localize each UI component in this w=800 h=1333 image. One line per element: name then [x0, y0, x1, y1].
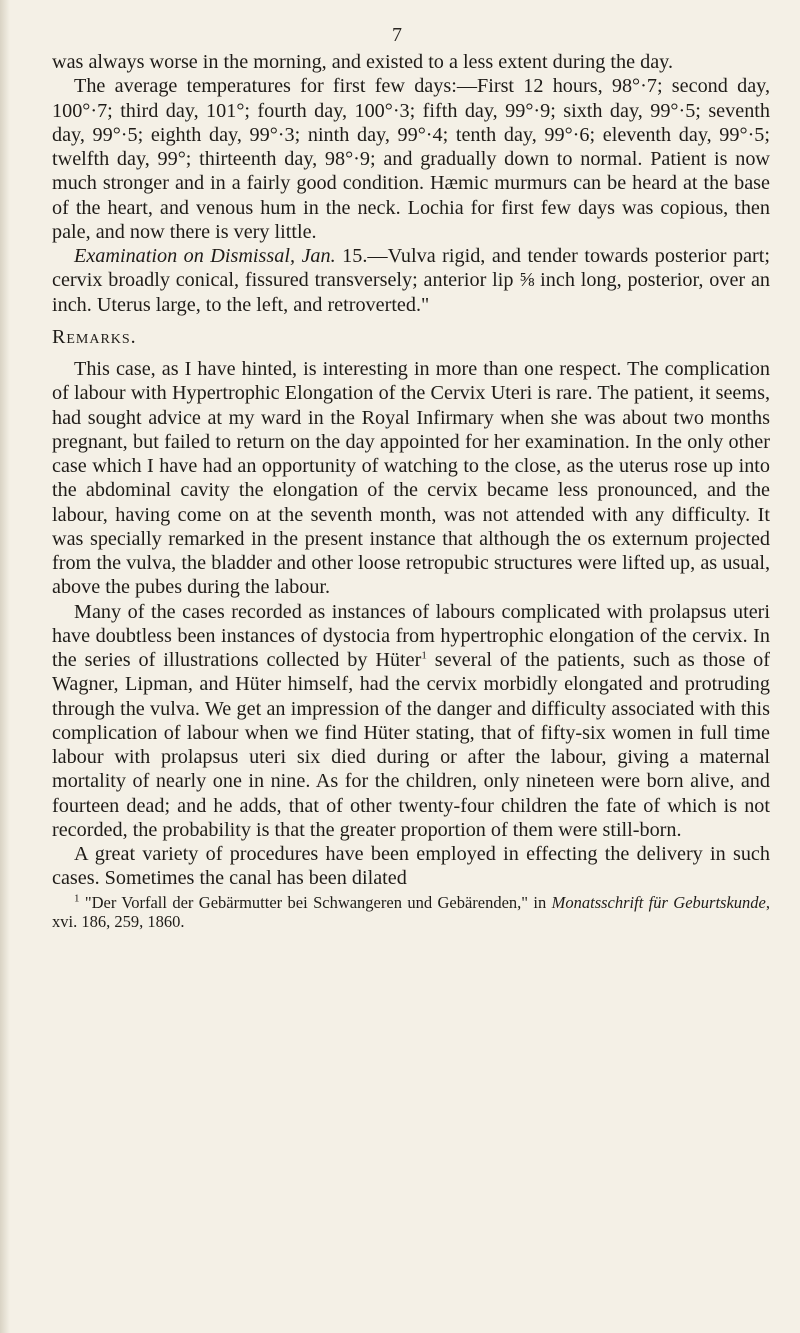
examination-label: Examination on Dismissal, Jan. [74, 245, 336, 267]
paragraph-temperatures: The average temperatures for first few days:—First 12 hours, 98°·7; second day, 100°·7; third day, 101°; fourth day, 100°·3; fifth day, 99°·9; sixth day, 99°·5; seventh day, 99°·5; eighth day, 99°·3; ninth day, 99°·4; tenth day, 99°·6; eleventh day, 99°·5; twelfth day, 99°; thirteenth day, 98°·9; and gradually down to normal. Patient is now much stronger and in a fairly good condition. Hæmic murmurs can be heard at the base of the heart, and venous hum in the neck. Lochia for first few days was copious, then pale, and now there is very little. [52, 75, 770, 243]
remarks-2-part-a: Many of the cases recorded as instances of labours complicated with prolapsus uteri have doubtless been instances of dystocia from hypertrophic elongation of the cervix. In the series of illustrations collected by Hüter [52, 600, 770, 671]
footnote-mark: 1 [74, 892, 80, 904]
remarks-2-part-b: several of the patients, such as those of Wagner, Lipman, and Hüter himself, had the cervix morbidly elongated and protruding through the vulva. We get an impression of the danger and difficulty associated with this complication of labour when we find Hüter stating, that of fifty-six women in full time labour with prolapsus uteri six died during or after the labour, giving a maternal mortality of nearly one in nine. As for the children, only nineteen were born alive, and fourteen dead; and he adds, that of other twenty-four children the fate of which is not recorded, the probability is that the greater proportion of them were still-born. [52, 649, 770, 841]
examination-text: 15.—Vulva rigid, and tender towards posterior part; cervix broadly conical, fissured transversely; anterior lip ⅝ inch long, posterior, over an inch. Uterus large, to the left, and retroverted." [52, 245, 770, 316]
paragraph-remarks-2 [52, 600, 770, 843]
footnote-text-a: "Der Vorfall der Gebärmutter bei Schwangeren und Gebärenden," in [79, 892, 552, 912]
binding-gutter [0, 0, 10, 1333]
paragraph-examination [52, 244, 770, 317]
paragraph-continuation: was always worse in the morning, and existed to a less extent during the day. [52, 51, 673, 73]
paragraph-remarks-3: A great variety of procedures have been employed in effecting the delivery in such cases. Sometimes the canal has been dilated [52, 843, 770, 890]
footnote-journal: Monatsschrift für Geburtskunde [551, 892, 766, 912]
paragraph-remarks-1: This case, as I have hinted, is interesting in more than one respect. The complication of labour with Hypertrophic Elongation of the Cervix Uteri is rare. The patient, it seems, had sought advice at my ward in the Royal Infirmary when she was about two months pregnant, but failed to return on the day appointed for her examination. In the only other case which I have had an opportunity of watching to the close, as the uterus rose up into the abdominal cavity the elongation of the cervix became less pronounced, and the labour, having come on at the seventh month, was not attended with any difficulty. It was specially remarked in the present instance that although the os externum projected from the vulva, the bladder and other loose retropubic structures were lifted up, as usual, above the pubes during the labour. [52, 358, 770, 599]
footnote [52, 893, 770, 931]
footnote-reference: 1 [421, 649, 427, 662]
page-number: 7 [392, 24, 402, 46]
remarks-heading: Remarks. [52, 325, 137, 348]
footnote-text-b: , xvi. 186, 259, 1860. [52, 892, 770, 931]
body-text [52, 50, 770, 931]
